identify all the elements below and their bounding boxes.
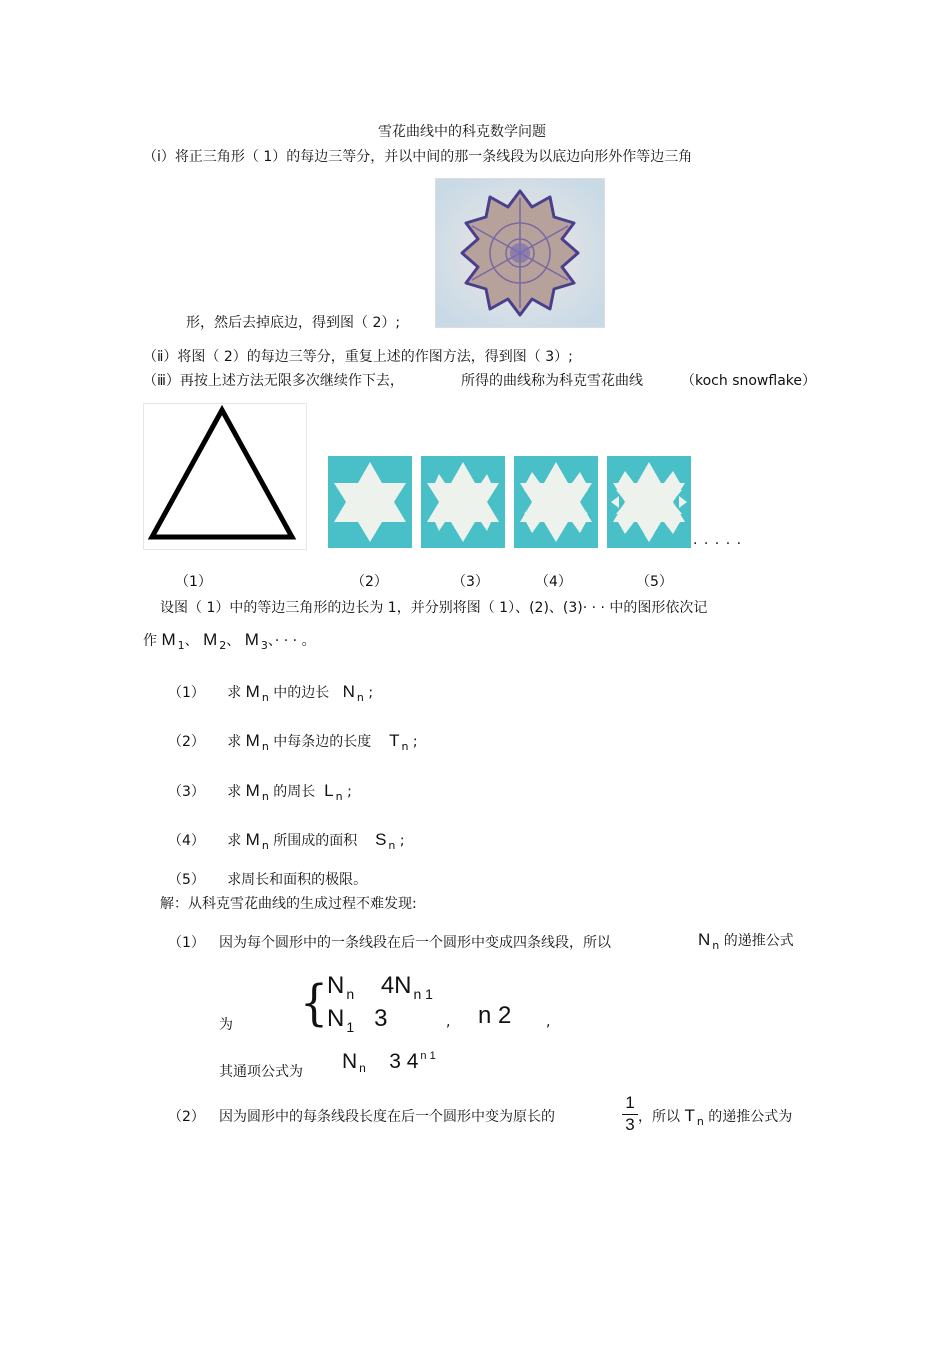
step2-text: （ⅱ）将图（ 2）的每边三等分，重复上述的作图方法，得到图（ 3）;: [143, 349, 573, 365]
general-term-formula: N $_n$ 3 4 $^{n 1}$: [342, 1050, 436, 1075]
page-title: 雪花曲线中的科克数学问题: [378, 124, 546, 140]
recurrence-row-1: N $_n$ 4N $_{n 1}$: [327, 972, 433, 1002]
setup-line-1: 设图（ 1）中的等边三角形的边长为 1，并分别将图（ 1）、(2)、(3)· · · 中的图形依次记: [160, 600, 708, 616]
question-2: （2） 求 M $_n$ 中每条边的长度 T $_n$ ;: [168, 731, 418, 753]
recurrence-comma-1: ,: [446, 1014, 451, 1030]
question-5: （5） 求周长和面积的极限。: [168, 872, 368, 888]
solution-intro: 解：从科克雪花曲线的生成过程不难发现:: [160, 896, 417, 912]
continuation-dots: · · · · ·: [693, 536, 743, 552]
step3-text-a: （ⅲ）再按上述方法无限多次继续作下去，: [143, 373, 404, 389]
solution-p2-tail: ，所以 T $_n$ 的递推公式为: [638, 1106, 793, 1128]
question-1: （1） 求 M $_n$ 中的边长 N $_n$ ;: [168, 682, 374, 704]
solution-p1-text: 因为每个圆形中的一条线段在后一个圆形中变成四条线段，所以: [219, 935, 611, 951]
left-brace: {: [300, 975, 328, 1032]
solution-p1-var: N $_n$ 的递推公式: [698, 930, 794, 952]
figure-5-koch: [607, 456, 691, 548]
solution-p2-text: 因为圆形中的每条线段长度在后一个圆形中变为原长的: [219, 1109, 555, 1125]
figure-1-triangle: [143, 403, 307, 550]
snowflake-photo: [435, 178, 605, 328]
question-3: （3） 求 M $_n$ 的周长 L $_n$ ;: [168, 781, 352, 803]
figure-label-5: （5）: [636, 574, 673, 590]
solution-p2-num: （2）: [168, 1109, 205, 1125]
recurrence-comma-2: ,: [546, 1014, 551, 1030]
figure-3-koch: [421, 456, 505, 548]
figure-label-2: （2）: [351, 574, 388, 590]
question-4: （4） 求 M $_n$ 所围成的面积 S $_n$ ;: [168, 830, 405, 852]
recurrence-condition: n 2: [478, 1002, 512, 1029]
solution-wei: 为: [219, 1017, 233, 1033]
step3-text-b: 所得的曲线称为科克雪花曲线: [461, 373, 643, 389]
recurrence-row-2: N $_1$ 3: [327, 1005, 388, 1035]
figure-label-3: （3）: [452, 574, 489, 590]
one-third-fraction: $\frac{1}{3}$: [622, 1093, 638, 1135]
figure-label-4: （4）: [535, 574, 572, 590]
step3-text-c: （koch snowflake）: [681, 373, 816, 389]
figure-4-koch: [514, 456, 598, 548]
setup-line-2: 作 M $_1$、 M $_2$、 M $_3$、· · · 。: [143, 630, 316, 652]
step1-text-a: （ⅰ）将正三角形（ 1）的每边三等分，并以中间的那一条线段为以底边向形外作等边三角: [143, 149, 693, 165]
step1-text-b: 形，然后去掉底边，得到图（ 2）;: [186, 315, 401, 331]
solution-p1-num: （1）: [168, 935, 205, 951]
general-term-label: 其通项公式为: [219, 1064, 303, 1080]
figure-label-1: （1）: [175, 574, 212, 590]
figure-2-koch: [328, 456, 412, 548]
